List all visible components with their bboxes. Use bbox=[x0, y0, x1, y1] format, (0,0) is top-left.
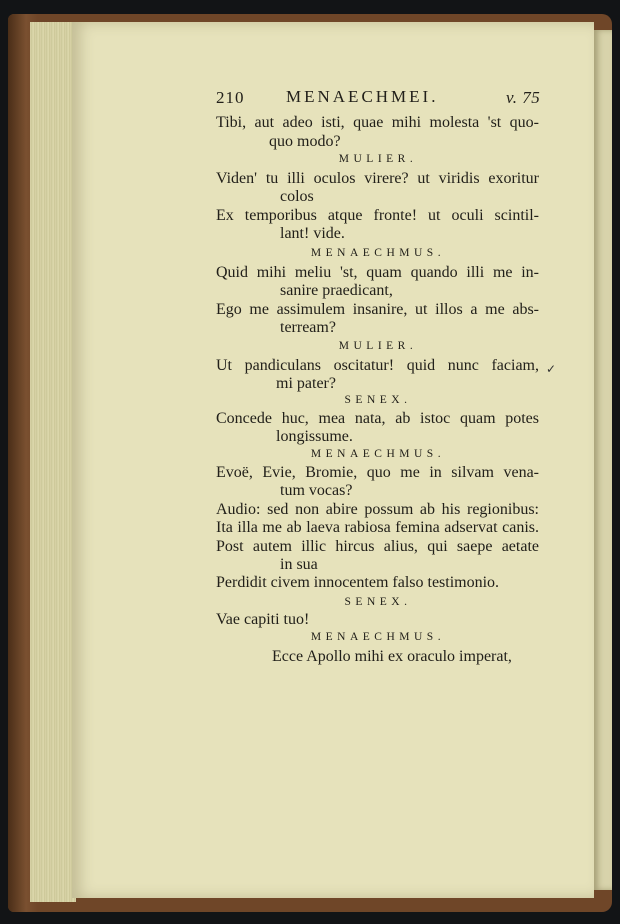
speaker-heading: MENAECHMUS. bbox=[310, 247, 446, 259]
margin-mark: ✓ bbox=[546, 362, 557, 376]
verse-line: Quid mihi meliu 'st, quam quando illi me in- bbox=[216, 264, 539, 281]
speaker-heading: MENAECHMUS. bbox=[310, 448, 446, 460]
verse-line: quo modo? bbox=[269, 133, 341, 150]
verse-line: colos bbox=[280, 188, 314, 205]
verse-line: Ex temporibus atque fronte! ut oculi scintil- bbox=[216, 207, 539, 224]
verse-line: Vae capiti tuo! bbox=[216, 611, 310, 628]
verse-line: tum vocas? bbox=[280, 482, 353, 499]
speaker-heading: MULIER. bbox=[338, 153, 418, 165]
verse-line: sanire praedicant, bbox=[280, 282, 393, 299]
verse-line: longissume. bbox=[276, 428, 353, 445]
speaker-heading: MULIER. bbox=[338, 340, 418, 352]
verse-line: Concede huc, mea nata, ab istoc quam potes bbox=[216, 410, 539, 427]
verse-line: terream? bbox=[280, 319, 336, 336]
verse-line: Tibi, aut adeo isti, quae mihi molesta 'st quo- bbox=[216, 114, 539, 131]
verse-line: Viden' tu illi oculos virere? ut viridis exoritur bbox=[216, 170, 539, 187]
verse-line: lant! vide. bbox=[280, 225, 345, 242]
verse-line: Perdidit civem innocentem falso testimonio. bbox=[216, 574, 500, 591]
verse-reference: v. 75 bbox=[506, 88, 541, 107]
verse-line: mi pater? bbox=[276, 375, 336, 392]
verse-line: Evoë, Evie, Bromie, quo me in silvam vena- bbox=[216, 464, 539, 481]
verse-line: Ut pandiculans oscitatur! quid nunc faciam, bbox=[216, 357, 539, 374]
verse-line: Post autem illic hircus alius, qui saepe aetate bbox=[216, 538, 539, 555]
verse-line: Ego me assimulem insanire, ut illos a me abs- bbox=[216, 301, 539, 318]
verse-line: Ita illa me ab laeva rabiosa femina adservat canis. bbox=[216, 519, 539, 536]
verse-line: Ecce Apollo mihi ex oraculo imperat, bbox=[272, 648, 512, 665]
speaker-heading: MENAECHMUS. bbox=[310, 631, 446, 643]
speaker-heading: SENEX. bbox=[344, 596, 412, 608]
verse-line: Audio: sed non abire possum ab his regionibus: bbox=[216, 501, 539, 518]
page-number: 210 bbox=[216, 88, 245, 107]
verse-line: in sua bbox=[280, 556, 318, 573]
running-title: MENAECHMEI. bbox=[286, 87, 439, 106]
speaker-heading: SENEX. bbox=[344, 394, 412, 406]
